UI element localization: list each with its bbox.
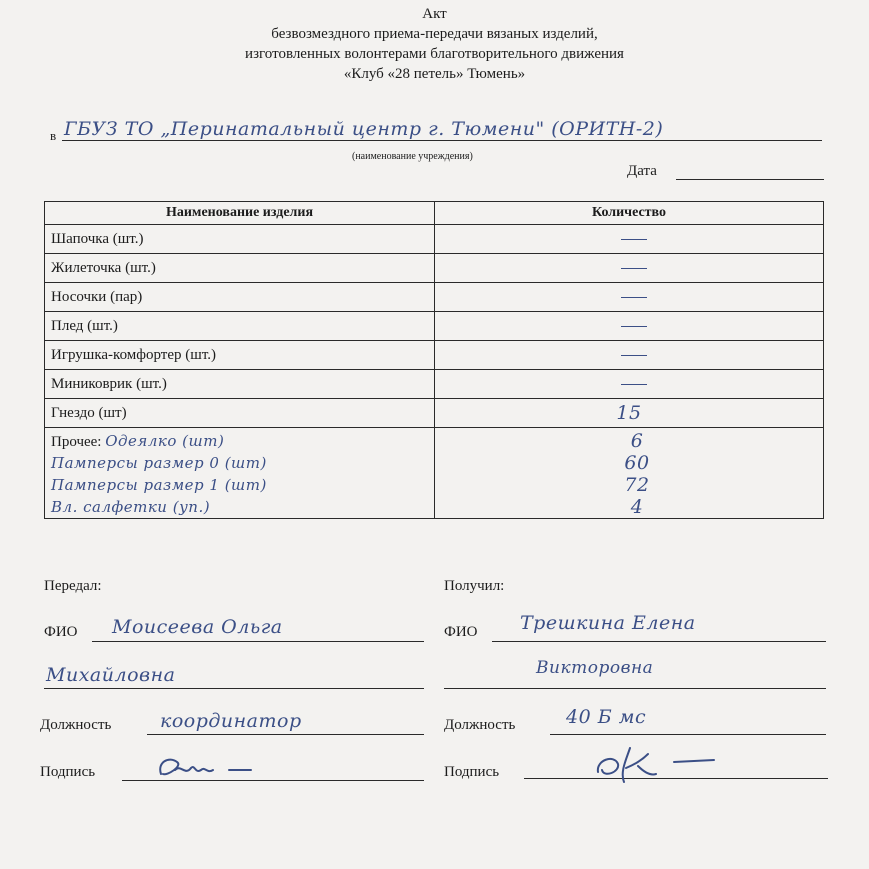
other-item-name: Вл. салфетки (уп.) <box>51 498 211 516</box>
sender-fio-value: Моисеева Ольга <box>112 616 283 638</box>
institution-prefix: в <box>50 128 57 143</box>
other-label: Прочее: <box>51 434 102 450</box>
item-name: Миниковрик (шт.) <box>45 370 435 399</box>
table-row <box>45 341 824 370</box>
quantity-value: 15 <box>616 402 642 424</box>
item-quantity <box>435 225 824 254</box>
receiver-fio-label: ФИО <box>444 624 478 640</box>
sender-position-label: Должность <box>40 717 112 733</box>
empty-dash <box>621 239 647 240</box>
sender-fio-value2: Михайловна <box>46 664 176 686</box>
list-item <box>51 430 434 452</box>
item-quantity <box>435 341 824 370</box>
receiver-fio-line2 <box>444 688 826 689</box>
other-item-name: Памперсы размер 0 (шт) <box>51 454 267 472</box>
act-subtitle-line1: безвозмездного приема-передачи вязаных изделий, <box>271 26 598 42</box>
empty-dash <box>621 326 647 327</box>
empty-dash <box>621 355 647 356</box>
other-quantities <box>435 428 824 519</box>
other-item-quantity: 60 <box>624 452 650 474</box>
institution-caption: (наименование учреждения) <box>352 151 473 162</box>
sender-fio-line2 <box>44 688 424 689</box>
sender-signature-icon <box>155 752 275 784</box>
column-header-quantity: Количество <box>435 202 824 225</box>
column-header-item: Наименование изделия <box>45 202 435 225</box>
receiver-position-label: Должность <box>444 717 516 733</box>
list-item <box>51 474 434 496</box>
table-row-other <box>45 428 824 519</box>
empty-dash <box>621 268 647 269</box>
receiver-signature-icon <box>590 742 730 784</box>
list-item <box>51 496 434 518</box>
sender-fio-label: ФИО <box>44 624 78 640</box>
table-row <box>45 283 824 312</box>
other-items <box>45 428 435 519</box>
item-quantity <box>435 312 824 341</box>
table-row <box>45 254 824 283</box>
date-field <box>676 179 824 180</box>
other-item-name: Памперсы размер 1 (шт) <box>51 476 267 494</box>
item-name: Игрушка-комфортер (шт.) <box>45 341 435 370</box>
table-row <box>45 312 824 341</box>
institution-underline <box>62 140 822 141</box>
other-item-quantity: 4 <box>630 496 644 518</box>
table-header-row <box>45 202 824 225</box>
table-row <box>45 370 824 399</box>
item-name: Гнездо (шт) <box>45 399 435 428</box>
receiver-fio-value: Трешкина Елена <box>520 612 696 634</box>
items-table <box>44 201 824 519</box>
table-row <box>45 399 824 428</box>
other-item-quantity: 6 <box>630 430 644 452</box>
empty-dash <box>621 384 647 385</box>
item-quantity <box>435 283 824 312</box>
sender-signature-label: Подпись <box>40 764 96 780</box>
receiver-fio-line <box>492 641 826 642</box>
other-item-quantity: 72 <box>624 474 650 496</box>
receiver-position-line <box>550 734 826 735</box>
act-subtitle-line2: изготовленных волонтерами благотворительного движения <box>245 46 624 62</box>
item-name: Носочки (пар) <box>45 283 435 312</box>
item-name: Шапочка (шт.) <box>45 225 435 254</box>
item-quantity <box>435 370 824 399</box>
sender-position-line <box>147 734 424 735</box>
other-item-name: Одеялко (шт) <box>105 432 225 450</box>
receiver-position-value: 40 Б мс <box>566 706 647 728</box>
item-quantity <box>435 254 824 283</box>
empty-dash <box>621 297 647 298</box>
act-subtitle-line3: «Клуб «28 петель» Тюмень» <box>343 66 526 82</box>
item-name: Жилеточка (шт.) <box>45 254 435 283</box>
institution-name: ГБУЗ ТО „Перинатальный центр г. Тюмени" (ОРИТН-2) <box>64 118 664 140</box>
receiver-signature-label: Подпись <box>444 764 500 780</box>
item-quantity <box>435 399 824 428</box>
receiver-fio-value2: Викторовна <box>536 658 654 678</box>
table-row <box>45 225 824 254</box>
item-name: Плед (шт.) <box>45 312 435 341</box>
sender-fio-line <box>92 641 424 642</box>
sender-title: Передал: <box>44 578 102 594</box>
receiver-title: Получил: <box>444 578 505 594</box>
sender-position-value: координатор <box>160 710 302 732</box>
date-label: Дата <box>627 163 657 179</box>
list-item <box>51 452 434 474</box>
act-title: Акт <box>422 6 447 22</box>
